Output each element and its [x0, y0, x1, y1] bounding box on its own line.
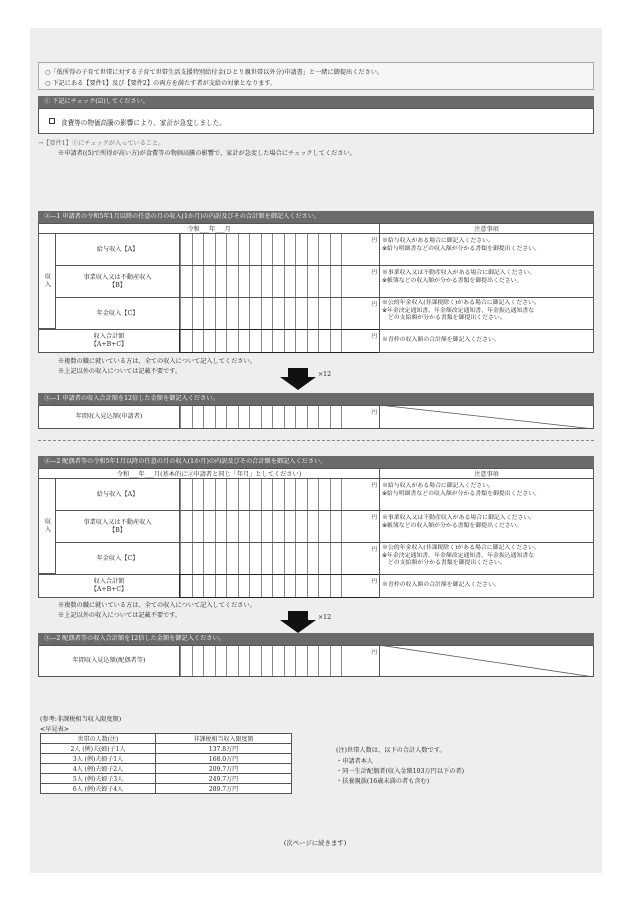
household-note-title: (注)世帯人数は、以下の合計人数です。	[336, 747, 446, 754]
pension-label-spouse: 年金収入【C】	[55, 542, 180, 575]
business-label-applicant: 事業収入又は不動産収入 【B】	[55, 265, 180, 298]
table-cell: 2人 (例)夫(婦)子1人	[41, 744, 156, 754]
diagonal-strike	[379, 645, 594, 677]
table-cell: 209.7万円	[156, 764, 292, 774]
yen-unit: 円	[371, 238, 377, 244]
multiplier-applicant: ×12	[318, 371, 332, 378]
section1-header: ① 下記にチェック(☑)してください。	[38, 96, 594, 108]
table-row	[41, 774, 292, 784]
requirement-1-line: →【要件1】①にチェックが入っていること。	[38, 140, 165, 147]
business-label-spouse: 事業収入又は不動産収入 【B】	[55, 510, 180, 543]
business-note-spouse: ※事業収入又は不動産収入がある場合に御記入ください。 ※帳簿などの収入額が分かる書類を御提出ください。	[379, 510, 594, 543]
notes-header-spouse: 注意事項	[379, 468, 594, 479]
intro-line-2: ○ 下記にある【要件1】及び【要件2】の両方を満たす者が支給の対象となります。	[45, 80, 277, 87]
yen-unit: 円	[371, 515, 377, 521]
total-amount-spouse[interactable]	[179, 574, 380, 598]
table-cell: 137.8万円	[156, 744, 292, 754]
down-arrow-icon	[280, 368, 316, 390]
pension-note-spouse: ※公的年金収入(非課税除く)がある場合に御記入ください。 ※年金決定通知書、年金額改定通知書、年金振込通知書な どの支給額が分かる書類を御提出ください。	[379, 542, 594, 575]
notes-header-applicant: 注意事項	[379, 223, 594, 234]
reference-table	[40, 733, 292, 794]
yen-unit: 円	[371, 579, 377, 585]
table-cell: 5人 (例)夫婦子3人	[41, 774, 156, 784]
requirement-1-note: ※申請者((5)で所得が高い方)が食費等の物価高騰の影響で、家計が急変した場合にチェックしてください。	[58, 150, 356, 157]
month-label-spouse: 令和___年___月(基本的に②申請者と同じ「年月」としてください)	[38, 468, 380, 479]
total-amount-applicant[interactable]	[179, 329, 380, 353]
annual-label-spouse: 年間収入見込額(配偶者等)	[38, 645, 180, 677]
total-label-spouse: 収入合計額 【A+B+C】	[38, 574, 180, 598]
pension-label-applicant: 年金収入【C】	[55, 297, 180, 330]
side-label-text: 収入	[43, 517, 51, 535]
salary-label-spouse: 給与収入【A】	[55, 478, 180, 511]
month-label-applicant: 令和___年___月	[38, 223, 380, 234]
section1-box	[38, 108, 594, 134]
section3-2-header: ③―2 配偶者等の収入合計額を12倍した金額を御記入ください。	[38, 633, 594, 645]
business-amount-applicant[interactable]	[179, 265, 380, 298]
down-arrow-icon	[280, 611, 316, 633]
total-note-spouse: ※青枠の収入額の合計額を御記入ください。	[379, 574, 594, 598]
table-cell: 289.7万円	[156, 784, 292, 794]
reference-subtitle: <早見表>	[40, 726, 69, 733]
table-row	[41, 754, 292, 764]
household-note-item: ・同一生計配偶者(収入金額103万円以下の者)	[336, 768, 465, 775]
household-note-item: ・申請者本人	[336, 758, 374, 765]
footnote-other-income-spouse: ※上記以外の収入については記載不要です。	[58, 612, 182, 619]
business-amount-spouse[interactable]	[179, 510, 380, 543]
yen-unit: 円	[371, 547, 377, 553]
table-header: 非課税相当収入限度額	[156, 734, 292, 744]
table-row	[41, 784, 292, 794]
business-note-applicant: ※事業収入又は不動産収入がある場合に御記入ください。 ※帳簿などの収入額が分かる書類を御提出ください。	[379, 265, 594, 298]
change-checkbox-label: 食費等の物価高騰の影響により、家計が急変しました。	[61, 119, 226, 127]
total-note-applicant: ※青枠の収入額の合計額を御記入ください。	[379, 329, 594, 353]
side-label-text: 収入	[43, 272, 51, 290]
multiplier-spouse: ×12	[318, 614, 332, 621]
yen-unit: 円	[371, 334, 377, 340]
annual-amount-spouse[interactable]	[179, 645, 380, 677]
yen-unit: 円	[371, 410, 377, 416]
table-cell: 168.0万円	[156, 754, 292, 764]
diagonal-strike	[379, 405, 594, 429]
yen-unit: 円	[371, 270, 377, 276]
change-checkbox[interactable]	[49, 118, 55, 124]
salary-note-applicant: ※給与収入がある場合に御記入ください。 ※給与明細書などの収入額が分かる書類を御提出ください。	[379, 233, 594, 266]
salary-label-applicant: 給与収入【A】	[55, 233, 180, 266]
table-cell: 6人 (例)夫婦子4人	[41, 784, 156, 794]
yen-unit: 円	[371, 650, 377, 656]
section2-1-header: ②―1 申請者の令和5年1月以降の任意の月の収入(1か月)の内訳及びその合計額を御記入ください。	[38, 211, 594, 223]
continued-notice: (次ページに続きます)	[283, 839, 347, 847]
salary-amount-spouse[interactable]	[179, 478, 380, 511]
section3-1-header: ③―1 申請者の収入合計額を12倍した金額を御記入ください。	[38, 393, 594, 405]
table-header-row	[41, 734, 292, 744]
annual-label-applicant: 年間収入見込額(申請者)	[38, 405, 180, 429]
income-side-label-applicant	[38, 233, 56, 329]
salary-note-spouse: ※給与収入がある場合に御記入ください。 ※給与明細書などの収入額が分かる書類を御提出ください。	[379, 478, 594, 511]
table-header: 世帯の人数(注)	[41, 734, 156, 744]
intro-box	[38, 62, 594, 90]
yen-unit: 円	[371, 302, 377, 308]
pension-note-applicant: ※公的年金収入(非課税除く)がある場合に御記入ください。 ※年金決定通知書、年金額改定通知書、年金振込通知書な どの支給額が分かる書類を御提出ください。	[379, 297, 594, 330]
intro-line-1: ○「低所得の子育て世帯に対する子育て世帯生活支援特別給付金(ひとり親世帯以外分)申請書」と一緒に御提出ください。	[45, 69, 384, 76]
income-side-label-spouse	[38, 478, 56, 574]
yen-unit: 円	[371, 483, 377, 489]
section2-2-header: ②―2 配偶者等の令和5年1月以降の任意の月の収入(1か月)の内訳及びその合計額を御記入ください。	[38, 456, 594, 468]
pension-amount-spouse[interactable]	[179, 542, 380, 575]
reference-title: (参考:非課税相当収入限度額)	[40, 716, 122, 723]
table-cell: 4人 (例)夫婦子2人	[41, 764, 156, 774]
table-row	[41, 744, 292, 754]
footnote-multiple-jobs-spouse: ※複数の職に就いている方は、全ての収入について記入してください。	[58, 602, 256, 609]
total-label-applicant: 収入合計額 【A+B+C】	[38, 329, 180, 353]
footnote-other-income-applicant: ※上記以外の収入については記載不要です。	[58, 368, 182, 375]
household-note-item: ・扶養親族(16歳未満の者も含む)	[336, 778, 430, 785]
pension-amount-applicant[interactable]	[179, 297, 380, 330]
footnote-multiple-jobs-applicant: ※複数の職に就いている方は、全ての収入について記入してください。	[58, 358, 256, 365]
section-divider	[38, 440, 594, 441]
table-cell: 249.7万円	[156, 774, 292, 784]
salary-amount-applicant[interactable]	[179, 233, 380, 266]
table-cell: 3人 (例)夫婦子1人	[41, 754, 156, 764]
annual-amount-applicant[interactable]	[179, 405, 380, 429]
table-row	[41, 764, 292, 774]
